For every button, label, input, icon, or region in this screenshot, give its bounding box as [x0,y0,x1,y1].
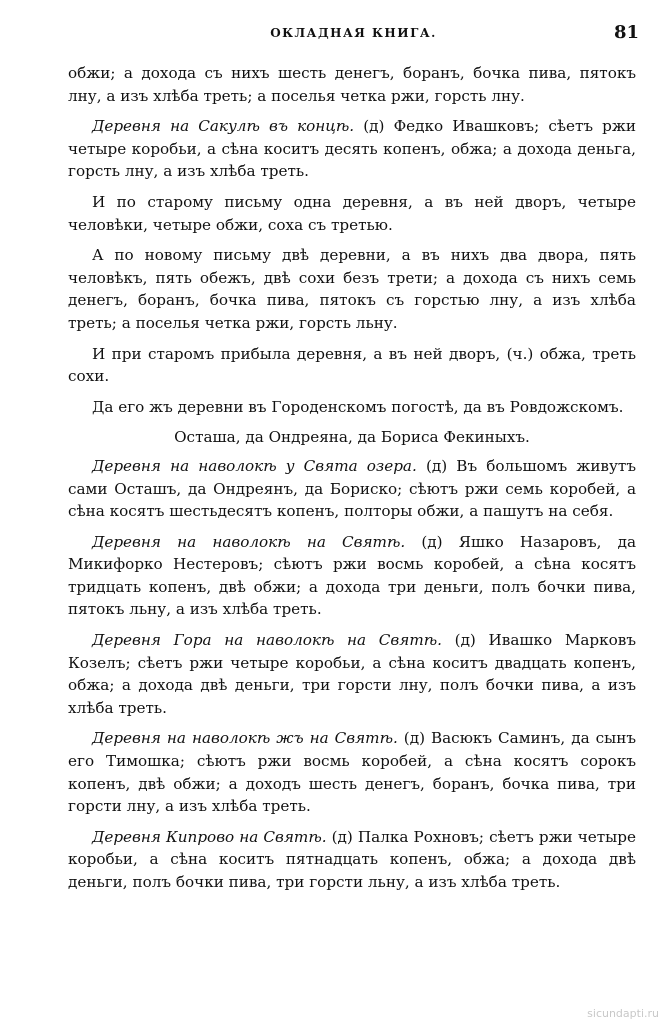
watermark: sicundapti.ru [587,1007,659,1020]
page-number: 81 [613,22,639,43]
village-heading: Деревня Кипрово на Святѣ. [92,827,327,846]
paragraph: Да его жъ деревни въ Городенскомъ погостѣ, да въ Ровдожскомъ. [92,397,624,416]
village-heading: Деревня на наволокѣ у Свята озера. [92,456,417,475]
village-heading: Деревня на Сакулѣ въ концѣ. [92,117,355,136]
paragraph: А по новому письму двѣ деревни, а въ нихъ два двора, пять человѣкъ, пять обежъ, двѣ сохи безъ трети; а дохода съ нихъ семь денегъ, боранъ, бочка пива, пятокъ съ горстью лну, а изъ хлѣба треть; а поселья четка ржи, горсть льну. [68,246,636,332]
village-heading: Деревня на наволокѣ жъ на Святѣ. [92,729,398,748]
paragraph: Деревня на наволокѣ на Святѣ. (д) Яшко Назаровъ, да Микифорко Нестеровъ; сѣютъ ржи восмь коробей, а сѣна косятъ тридцать копенъ, двѣ обжи; а дохода три деньги, полъ бочки пива, пятокъ льну, а изъ хлѣба треть. [68,532,637,619]
paragraph: Деревня Гора на наволокѣ на Святѣ. (д) Ивашко Марковъ Козелъ; сѣетъ ржи четыре коробьи, а сѣна коситъ двадцать копенъ, обжа; а дохода двѣ деньги, три горсти лну, полъ бочки пива, а изъ хлѣба треть. [68,631,636,717]
paragraph: Деревня на Сакулѣ въ концѣ. (д) Федко Ивашковъ; сѣетъ ржи четыре коробьи, а сѣна коситъ десять копенъ, обжа; а дохода деньга, горсть лну, а изъ хлѣба треть. [68,117,636,181]
village-heading: Деревня Гора на наволокѣ на Святѣ. [92,631,442,650]
section-heading: Осташа, да Ондреяна, да Бориса Фекиныхъ. [174,428,530,447]
body-text [68,62,636,902]
paragraph: обжи; а дохода съ нихъ шесть денегъ, боранъ, бочка пива, пятокъ лну, а изъ хлѣба треть; а поселья четка ржи, горсть лну. [68,64,636,105]
running-header [68,20,639,46]
paragraph: Деревня Кипрово на Святѣ. (д) Палка Рохновъ; сѣетъ ржи четыре коробьи, а сѣна коситъ пятнадцать копенъ, обжа; а дохода двѣ деньги, полъ бочки пива, три горсти льну, а изъ хлѣба треть. [68,827,636,891]
paragraph: И по старому письму одна деревня, а въ ней дворъ, четыре человѣки, четыре обжи, соха съ третью. [68,192,636,234]
paragraph: Деревня на наволокѣ у Свята озера. (д) Въ большомъ живутъ сами Осташъ, да Ондреянъ, да Бориско; сѣютъ ржи семь коробей, а сѣна косятъ шестьдесятъ копенъ, полторы обжи, а пашутъ на себя. [68,456,636,521]
paragraph: Деревня на наволокѣ жъ на Святѣ. (д) Васюкъ Саминъ, да сынъ его Тимошка; сѣютъ ржи восмь коробей, а сѣна косятъ сорокъ копенъ, двѣ обжи; а доходъ шесть денегъ, боранъ, бочка пива, три горсти лну, а изъ хлѣба треть. [68,729,637,816]
header-title: ОКЛАДНАЯ КНИГА. [270,26,437,40]
paragraph: И при старомъ прибыла деревня, а въ ней дворъ, (ч.) обжа, треть сохи. [68,344,636,386]
village-heading: Деревня на наволокѣ на Святѣ. [92,532,406,551]
